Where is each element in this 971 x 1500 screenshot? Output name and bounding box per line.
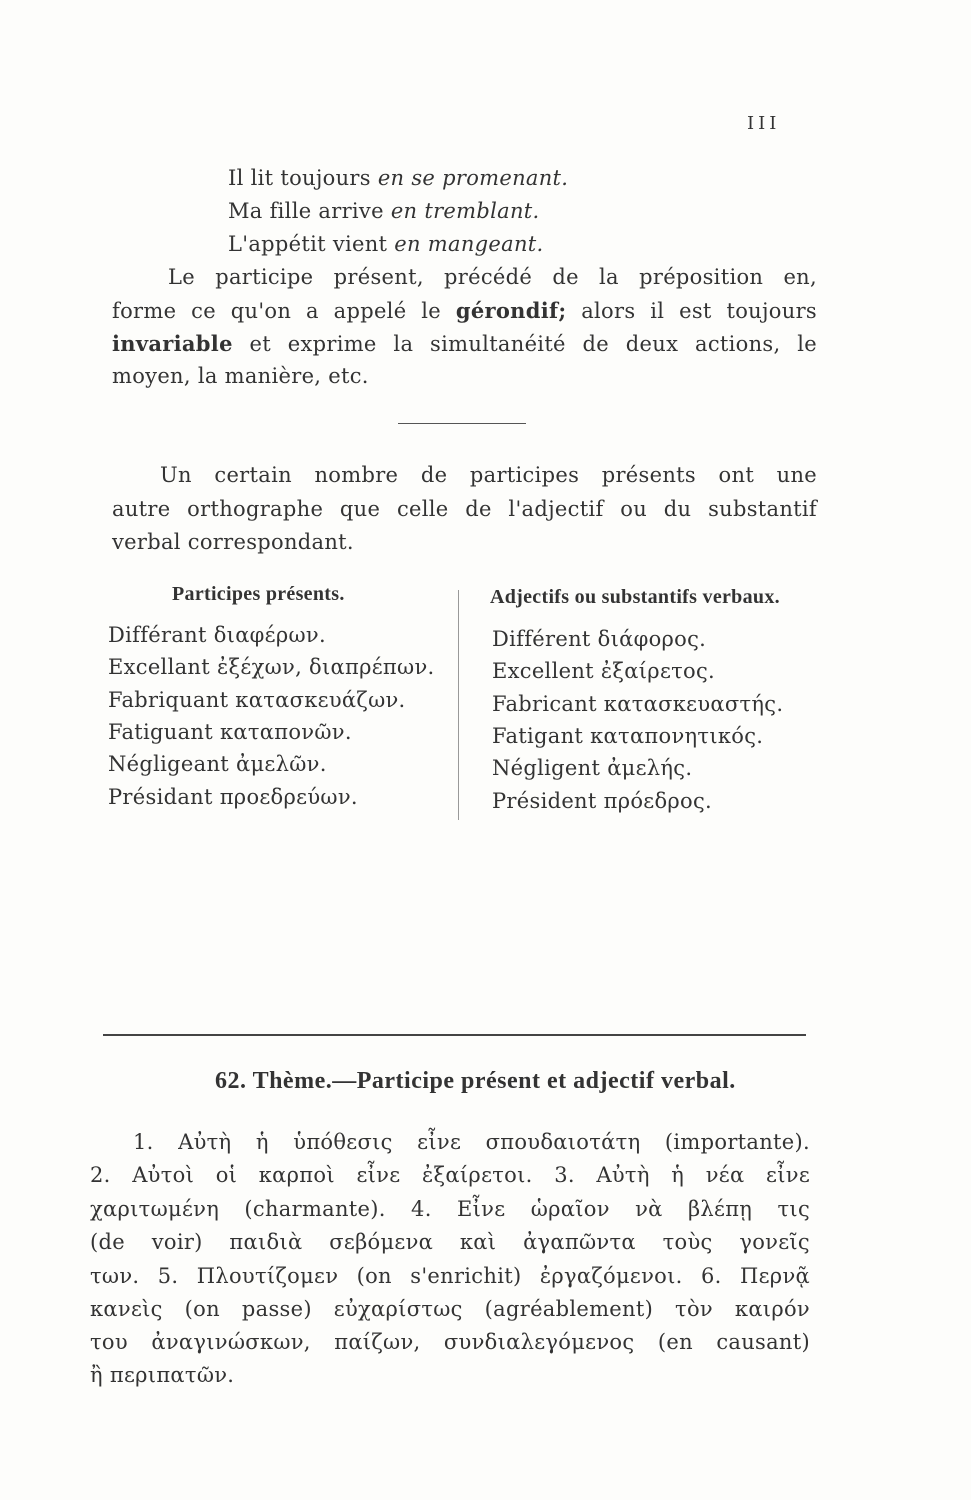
right-column-heading: Adjectifs ou substantifs verbaux. xyxy=(490,586,780,608)
rule-line-3 xyxy=(112,331,817,356)
example-italic: en se promenant. xyxy=(377,166,569,190)
theme-line: (de voir) παιδιὰ σεβόμενα καὶ ἀγαπῶντα τοὺς γονεῖς xyxy=(90,1230,810,1254)
example-lead: Ma fille arrive xyxy=(228,199,391,223)
right-item: Fabricant κατασκευαστής. xyxy=(492,692,784,716)
theme-line: κανεὶς (on passe) εὐχαρίστως (agréablement) τὸν καιρόν xyxy=(90,1297,810,1321)
example-lead: L'appétit vient xyxy=(228,232,395,256)
left-item: Excellant ἐξέχων, διαπρέπων. xyxy=(108,655,435,679)
left-item: Présidant προεδρεύων. xyxy=(108,785,358,809)
rule-line-1: Le participe présent, précédé de la préposition en, xyxy=(168,265,817,289)
page-number: III xyxy=(747,113,781,134)
example-lead: Il lit toujours xyxy=(228,166,378,190)
left-item: Différant διαφέρων. xyxy=(108,623,326,647)
left-item: Fatiguant καταπονῶν. xyxy=(108,720,352,744)
rule-text: alors il est toujours xyxy=(566,299,817,323)
intro-line-2: autre orthographe que celle de l'adjectif ou du substantif xyxy=(112,497,817,521)
theme-line: του ἀναγινώσκων, παίζων, συνδιαλεγόμενος (en causant) xyxy=(90,1330,810,1354)
theme-line: χαριτωμένη (charmante). 4. Εἶνε ὡραῖον νὰ βλέπῃ τις xyxy=(90,1197,810,1221)
theme-title: 62. Thème.—Participe présent et adjectif verbal. xyxy=(215,1068,736,1094)
example-sentence-3 xyxy=(228,232,544,256)
theme-line: ἢ περιπατῶν. xyxy=(90,1363,235,1387)
rule-bold-term: invariable xyxy=(112,331,233,356)
example-sentence-2 xyxy=(228,199,539,223)
right-item: Différent διάφορος. xyxy=(492,627,707,651)
rule-text: forme ce qu'on a appelé le xyxy=(112,299,456,323)
theme-line: των. 5. Πλουτίζομεν (on s'enrichit) ἐργαζόμενοι. 6. Περνᾷ xyxy=(90,1264,810,1288)
left-item: Négligeant ἀμελῶν. xyxy=(108,752,327,776)
intro-line-1: Un certain nombre de participes présents ont une xyxy=(160,463,817,487)
example-sentence-1 xyxy=(228,166,568,190)
theme-line: 1. Αὐτὴ ἡ ὑπόθεσις εἶνε σπουδαιοτάτη (importante). xyxy=(133,1130,810,1154)
left-item: Fabriquant κατασκευάζων. xyxy=(108,688,406,712)
rule-line-4: moyen, la manière, etc. xyxy=(112,364,369,388)
right-item: Excellent ἐξαίρετος. xyxy=(492,659,716,683)
column-divider xyxy=(458,590,459,820)
left-column-heading: Participes présents. xyxy=(172,583,345,605)
section-divider xyxy=(103,1034,806,1036)
right-item: Fatigant καταπονητικός. xyxy=(492,724,764,748)
example-italic: en mangeant. xyxy=(394,232,544,256)
rule-bold-term: gérondif; xyxy=(455,298,567,323)
right-item: Président πρόεδρος. xyxy=(492,789,713,813)
rule-text: et exprime la simultanéité de deux actions, le xyxy=(232,332,817,356)
theme-line: 2. Αὐτοὶ οἱ καρποὶ εἶνε ἐξαίρετοι. 3. Αὐτὴ ἡ νέα εἶνε xyxy=(90,1163,810,1187)
intro-line-3: verbal correspondant. xyxy=(112,530,354,554)
short-divider xyxy=(398,423,526,424)
rule-line-2 xyxy=(112,298,817,323)
right-item: Négligent ἀμελής. xyxy=(492,756,693,780)
example-italic: en tremblant. xyxy=(390,199,540,223)
